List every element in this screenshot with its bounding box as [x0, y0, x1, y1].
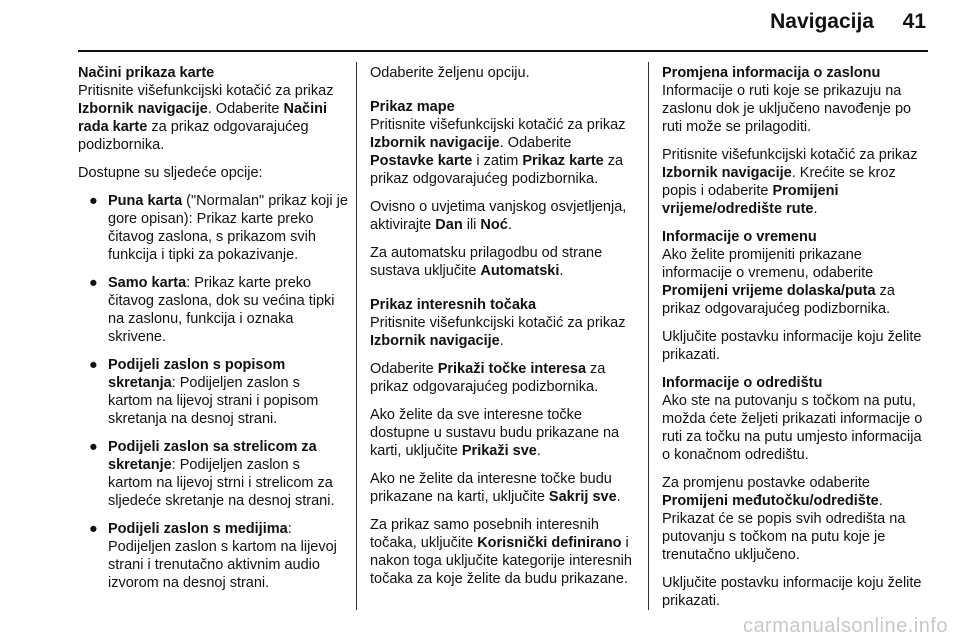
column-1 — [78, 64, 348, 602]
paragraph: Ako želite promijeniti prikazane informacije o vremenu, odaberite Promijeni vrijeme dolaska/puta za prikaz odgovarajućeg podizbornika. — [662, 247, 895, 317]
paragraph: Pritisnite višefunkcijski kotačić za prikaz Izbornik navigacije. Krećite se kroz popis i odaberite Promijeni vrijeme/odredište rute. — [662, 147, 918, 217]
bullet-icon: ● — [89, 439, 98, 455]
page-number: 41 — [902, 10, 926, 33]
list-item: ● Podijeli zaslon s popisom skretanja: Podijeljen zaslon s kartom na lijevoj strani i popisom skretanja na desnoj strani. — [89, 357, 319, 427]
list-item: ● Puna karta ("Normalan" prikaz koji je gore opisan): Prikaz karte preko čitavog zaslona, s prikazom svih funkcija i tipki za pokazivanje. — [89, 193, 348, 263]
heading-time-info: Informacije o vremenu — [662, 229, 817, 245]
menu-term: Izbornik navigacije — [78, 101, 208, 117]
paragraph: Ako želite da sve interesne točke dostupne u sustavu budu prikazane na karti, uključite Prikaži sve. — [370, 407, 620, 459]
paragraph: Odaberite željenu opciju. — [370, 65, 530, 81]
paragraph: Za prikaz samo posebnih interesnih točaka, uključite Korisnički definirano i nakon toga uključite kategorije interesnih točaka za koje želite da budu prikazane. — [370, 517, 632, 587]
paragraph: Odaberite Prikaži točke interesa za prikaz odgovarajućeg podizbornika. — [370, 361, 606, 395]
paragraph: Uključite postavku informacije koju želite prikazati. — [662, 575, 922, 609]
column-3 — [662, 64, 930, 620]
heading-map-view: Prikaz mape — [370, 99, 455, 115]
page-header — [0, 0, 960, 52]
paragraph: Dostupne su sljedeće opcije: — [78, 165, 263, 181]
heading-poi: Prikaz interesnih točaka — [370, 297, 537, 313]
section-title: Navigacija — [770, 10, 874, 33]
column-divider-1 — [356, 62, 357, 610]
options-list — [78, 192, 348, 592]
list-item: ● Podijeli zaslon s medijima: Podijeljen zaslon s kartom na lijevoj strani i trenutačno aktivnim audio izvorom na desnoj strani. — [89, 521, 337, 591]
paragraph: Ako ne želite da interesne točke budu prikazane na karti, uključite Sakrij sve. — [370, 471, 621, 505]
column-2 — [370, 64, 636, 598]
bullet-icon: ● — [89, 521, 98, 537]
menu-term: Načini rada karte — [78, 101, 328, 135]
column-divider-2 — [648, 62, 649, 610]
paragraph: Za automatsku prilagodbu od strane sustava uključite Automatski. — [370, 245, 603, 279]
paragraph: Uključite postavku informacije koju želite prikazati. — [662, 329, 922, 363]
heading-change-info: Promjena informacija o zaslonu — [662, 65, 881, 81]
paragraph: Pritisnite višefunkcijski kotačić za prikaz Izbornik navigacije. — [370, 315, 626, 349]
bullet-icon: ● — [89, 357, 98, 373]
heading-destination-info: Informacije o odredištu — [662, 375, 823, 391]
list-item: ● Podijeli zaslon sa strelicom za skretanje: Podijeljen zaslon s kartom na lijevoj strni i strelicom za sljedeće skretanje na desnoj strani. — [89, 439, 335, 509]
header-rule — [78, 50, 928, 52]
paragraph: Za promjenu postavke odaberite Promijeni međutočku/odredište. Prikazat će se popis svih odredišta na putovanju s točkom na putu koje je trenutačno uključeno. — [662, 475, 906, 563]
paragraph: Pritisnite višefunkcijski kotačić za prikaz Izbornik navigacije. Odaberite Postavke karte i zatim Prikaz karte za prikaz odgovarajućeg podizbornika. — [370, 117, 626, 187]
watermark: carmanualsonline.info — [742, 615, 948, 637]
bullet-icon: ● — [89, 275, 98, 291]
heading-map-modes: Načini prikaza karte — [78, 65, 215, 81]
paragraph: Pritisnite višefunkcijski kotačić za prikaz Izbornik navigacije. Odaberite Načini rada karte za prikaz odgovarajućeg podizbornika. — [78, 83, 334, 153]
list-item: ● Samo karta: Prikaz karte preko čitavog zaslona, dok su većina tipki na zaslonu, funkcija i oznaka skrivene. — [89, 275, 335, 345]
paragraph: Informacije o ruti koje se prikazuju na zaslonu dok je uključeno navođenje po ruti može se prilagoditi. — [662, 83, 912, 135]
paragraph: Ovisno o uvjetima vanjskog osvjetljenja, aktivirajte Dan ili Noć. — [370, 199, 627, 233]
paragraph: Ako ste na putovanju s točkom na putu, možda ćete željeti prikazati informacije o ruti za točku na putu umjesto informacija o konačnom odredištu. — [662, 393, 923, 463]
bullet-icon: ● — [89, 193, 98, 209]
